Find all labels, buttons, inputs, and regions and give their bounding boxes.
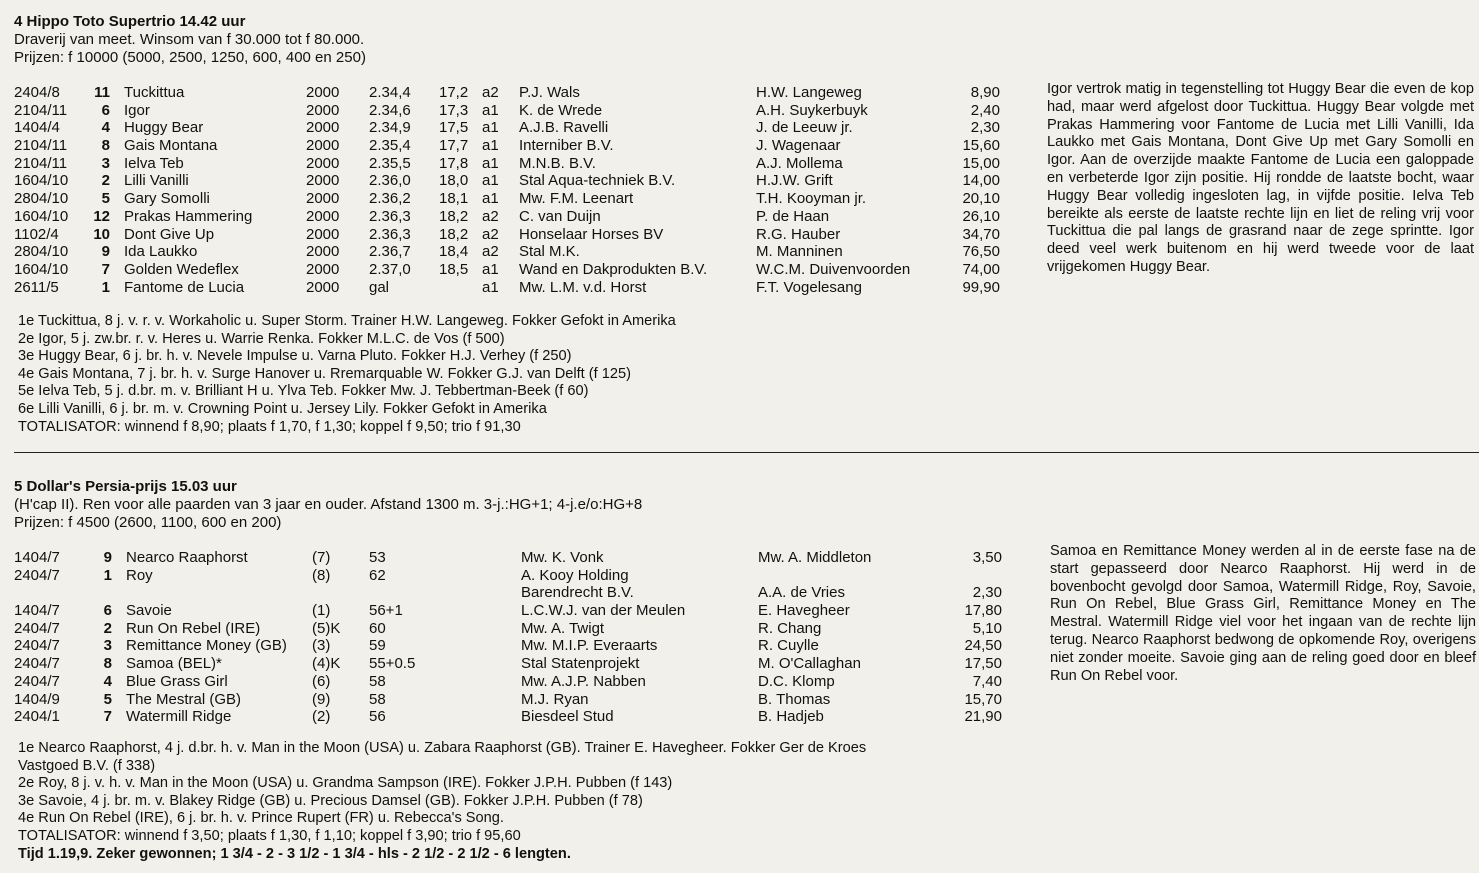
cell-horse: Gais Montana	[124, 137, 218, 155]
cell-date: 1404/9	[14, 690, 60, 708]
cell-horse: Ida Laukko	[124, 243, 198, 261]
cell-time: 2.36,7	[369, 243, 411, 261]
cell-odds: 17,80	[964, 602, 1002, 620]
cell-num: 1	[103, 566, 112, 584]
cell-odds: 74,00	[962, 260, 1000, 278]
cell-num: 8	[103, 655, 112, 673]
cell-num: 12	[93, 207, 110, 225]
placing-line: 4e Gais Montana, 7 j. br. h. v. Surge Hanover u. Rremarquable W. Fokker G.J. van Delft (f 125)	[18, 365, 631, 382]
cell-horse: Huggy Bear	[124, 119, 204, 137]
cell-date: 1404/7	[14, 549, 60, 566]
cell-draw: (1)	[312, 602, 331, 620]
cell-red: 18,5	[439, 260, 469, 278]
cell-red: 18,0	[439, 172, 469, 190]
cell-date: 2404/7	[14, 619, 60, 637]
race-5-prizes: Prijzen: f 4500 (2600, 1100, 600 en 200)	[14, 513, 282, 531]
cell-owner: M.N.B. B.V.	[519, 154, 596, 172]
cell-code: a1	[482, 278, 499, 296]
cell-weight: 56+1	[369, 602, 403, 620]
cell-trainer: R. Chang	[758, 619, 822, 637]
cell-horse: Igor	[124, 101, 150, 119]
cell-trainer: R. Cuylle	[758, 637, 819, 655]
cell-dist: 2000	[306, 84, 340, 101]
cell-date: 2804/10	[14, 243, 69, 261]
cell-red: 18,2	[439, 207, 469, 225]
cell-num: 1	[101, 278, 110, 296]
cell-horse: Gary Somolli	[124, 190, 210, 208]
cell-owner: P.J. Wals	[519, 84, 580, 101]
placing-line: Vastgoed B.V. (f 338)	[18, 757, 156, 774]
cell-horse: The Mestral (GB)	[126, 690, 242, 708]
cell-time: 2.36,3	[369, 207, 411, 225]
cell-horse: Ielva Teb	[124, 154, 184, 172]
placing-line: 1e Tuckittua, 8 j. v. r. v. Workaholic u. Super Storm. Trainer H.W. Langeweg. Fokker Gefokt in Amerika	[18, 313, 676, 329]
race-5-conditions: (H'cap II). Ren voor alle paarden van 3 jaar en ouder. Afstand 1300 m. 3-j.:HG+1; 4-j.e/o:HG+8	[14, 496, 643, 513]
cell-dist: 2000	[306, 260, 340, 278]
race-5-placings	[18, 740, 866, 863]
cell-odds: 20,10	[962, 190, 1000, 208]
cell-owner: Stal M.K.	[519, 243, 580, 261]
cell-trainer: E. Havegheer	[758, 602, 850, 620]
placing-line: TOTALISATOR: winnend f 3,50; plaats f 1,30, f 1,10; koppel f 3,90; trio f 95,60	[18, 827, 521, 844]
cell-num: 9	[101, 243, 110, 261]
cell-date: 2404/7	[14, 566, 60, 584]
placing-line: 2e Igor, 5 j. zw.br. r. v. Heres u. Warrie Renka. Fokker M.L.C. de Vos (f 500)	[18, 330, 505, 347]
cell-code: a1	[482, 190, 499, 208]
cell-num: 6	[101, 101, 110, 119]
cell-red: 17,8	[439, 154, 469, 172]
cell-horse: Watermill Ridge	[126, 708, 232, 726]
cell-horse: Fantome de Lucia	[124, 278, 245, 296]
cell-dist: 2000	[306, 137, 340, 155]
cell-trainer: T.H. Kooyman jr.	[756, 190, 867, 208]
cell-owner: A. Kooy Holding	[521, 566, 629, 584]
cell-date: 1102/4	[14, 225, 59, 243]
cell-code: a1	[482, 119, 499, 137]
table-row	[14, 279, 1479, 297]
cell-num: 5	[101, 190, 110, 208]
race-4-title: 4 Hippo Toto Supertrio 14.42 uur	[14, 13, 246, 30]
cell-dist: 2000	[306, 172, 340, 190]
cell-owner: Mw. M.I.P. Everaarts	[521, 637, 658, 655]
cell-draw: (6)	[312, 672, 331, 690]
cell-odds: 5,10	[972, 619, 1002, 637]
cell-code: a2	[482, 207, 499, 225]
cell-date: 1604/10	[14, 207, 69, 225]
race-5-title: 5 Dollar's Persia-prijs 15.03 uur	[14, 478, 237, 495]
cell-date: 1604/10	[14, 172, 69, 190]
cell-dist: 2000	[306, 101, 340, 119]
cell-num: 2	[103, 619, 112, 637]
cell-time: 2.37,0	[369, 260, 411, 278]
cell-num: 4	[103, 672, 112, 690]
cell-horse: Run On Rebel (IRE)	[126, 619, 261, 637]
cell-horse: Nearco Raaphorst	[126, 549, 248, 566]
cell-code: a1	[482, 260, 499, 278]
cell-horse: Samoa (BEL)*	[126, 655, 222, 673]
cell-date: 2611/5	[14, 278, 59, 296]
cell-num: 10	[93, 225, 110, 243]
cell-owner: M.J. Ryan	[521, 690, 589, 708]
cell-owner: Barendrecht B.V.	[521, 584, 634, 602]
cell-weight: 62	[369, 566, 386, 584]
cell-owner: Stal Aqua-techniek B.V.	[519, 172, 676, 190]
placing-line: 6e Lilli Vanilli, 6 j. br. m. v. Crowning Point u. Jersey Lily. Fokker Gefokt in Amerika	[18, 400, 547, 417]
cell-trainer: A.A. de Vries	[758, 584, 845, 602]
cell-code: a1	[482, 172, 499, 190]
cell-red: 18,2	[439, 225, 469, 243]
cell-trainer: Mw. A. Middleton	[758, 549, 872, 566]
cell-num: 5	[103, 690, 112, 708]
cell-trainer: R.G. Hauber	[756, 225, 841, 243]
cell-weight: 60	[369, 619, 386, 637]
cell-red: 17,5	[439, 119, 469, 137]
cell-trainer: M. Manninen	[756, 243, 843, 261]
cell-draw: (8)	[312, 566, 331, 584]
cell-owner: Stal Statenprojekt	[521, 655, 640, 673]
race-time-margins: Tijd 1.19,9. Zeker gewonnen; 1 3/4 - 2 - 3 1/2 - 1 3/4 - hls - 2 1/2 - 2 1/2 - 6 lengten.	[18, 845, 571, 862]
cell-trainer: B. Hadjeb	[758, 708, 824, 726]
cell-odds: 15,60	[962, 137, 1000, 155]
cell-draw: (5)K	[312, 619, 341, 637]
cell-date: 1404/4	[14, 119, 60, 137]
cell-time: 2.34,4	[369, 84, 411, 101]
cell-time: 2.36,2	[369, 190, 411, 208]
table-row	[14, 691, 1479, 709]
cell-owner: Mw. K. Vonk	[521, 549, 604, 566]
placing-line: 3e Savoie, 4 j. br. m. v. Blakey Ridge (GB) u. Precious Damsel (GB). Fokker J.P.H. Pubben (f 78)	[18, 792, 643, 809]
cell-trainer: B. Thomas	[758, 690, 831, 708]
cell-trainer: W.C.M. Duivenvoorden	[756, 260, 911, 278]
cell-trainer: M. O'Callaghan	[758, 655, 861, 673]
cell-owner: Biesdeel Stud	[521, 708, 614, 726]
cell-odds: 76,50	[962, 243, 1000, 261]
cell-num: 8	[101, 137, 110, 155]
cell-time: 2.35,5	[369, 154, 411, 172]
cell-horse: Golden Wedeflex	[124, 260, 239, 278]
placing-line: 3e Huggy Bear, 6 j. br. h. v. Nevele Impulse u. Varna Pluto. Fokker H.J. Verhey (f 250)	[18, 348, 572, 365]
cell-owner: C. van Duijn	[519, 207, 601, 225]
cell-num: 2	[101, 172, 110, 190]
cell-dist: 2000	[306, 207, 340, 225]
race-4-report: Igor vertrok matig in tegenstelling tot Huggy Bear die even de kop had, maar werd afgelost door Tuckittua. Huggy Bear volgde met Prakas Hammering voor Fantome de Lucia met Lilli Vanilli, Ida Laukko met Gais Montana, Dont Give Up met Gary Somolli en Igor. Aan de overzijde maakte Fantome de Lucia een galoppade en verbeterde Igor zijn positie. Hij rondde de laatste bocht, waar Huggy Bear volledig ingesloten lag, in vijfde positie. Ielva Teb bereikte als eerste de laatste rechte lijn en liet de reling vrij voor Tuckittua die pal langs de grasrand naar de zege sprintte. Igor deed veel werk buitenom en hij werd tweede voor de laat vrijgekomen Huggy Bear.	[1047, 81, 1474, 275]
table-row	[14, 708, 1479, 726]
cell-date: 2804/10	[14, 190, 69, 208]
race-4-prizes: Prijzen: f 10000 (5000, 2500, 1250, 600, 400 en 250)	[14, 48, 366, 66]
cell-owner: Mw. A. Twigt	[521, 619, 605, 637]
cell-date: 1604/10	[14, 260, 69, 278]
cell-date: 2404/7	[14, 672, 60, 690]
cell-trainer: P. de Haan	[756, 207, 830, 225]
cell-red: 17,7	[439, 137, 469, 155]
cell-red: 17,2	[439, 84, 469, 101]
cell-odds: 15,70	[964, 690, 1002, 708]
cell-code: a2	[482, 243, 499, 261]
cell-trainer: A.H. Suykerbuyk	[756, 101, 868, 119]
cell-odds: 2,40	[970, 101, 1000, 119]
cell-odds: 14,00	[962, 172, 1000, 190]
race-5-report: Samoa en Remittance Money werden al in de eerste fase na de start gepasseerd door Nearco Raaphorst. Hij werd in de bovenbocht gevolgd door Samoa, Watermill Ridge, Roy, Savoie, Run On Rebel, Blue Grass Girl, Remittance Money en The Mestral. Watermill Ridge viel voor het ingaan van de rechte lijn terug. Nearco Raaphorst bedwong de opkomende Roy, overigens niet zonder moeite. Savoie ging aan de reling goed door en bleef Run On Rebel voor.	[1050, 543, 1476, 684]
cell-num: 7	[101, 260, 110, 278]
cell-time: 2.36,3	[369, 225, 411, 243]
cell-dist: 2000	[306, 225, 340, 243]
cell-draw: (9)	[312, 690, 331, 708]
placing-line: 4e Run On Rebel (IRE), 6 j. br. h. v. Prince Rupert (FR) u. Rebecca's Song.	[18, 810, 504, 827]
cell-date: 2404/8	[14, 84, 60, 101]
cell-num: 3	[103, 637, 112, 655]
cell-odds: 17,50	[964, 655, 1002, 673]
cell-code: a1	[482, 137, 499, 155]
cell-num: 7	[103, 708, 112, 726]
cell-owner: Mw. A.J.P. Nabben	[521, 672, 646, 690]
cell-owner: Interniber B.V.	[519, 137, 614, 155]
cell-red: 18,1	[439, 190, 469, 208]
cell-num: 4	[101, 119, 110, 137]
cell-draw: (4)K	[312, 655, 341, 673]
cell-odds: 15,00	[962, 154, 1000, 172]
cell-time: 2.34,6	[369, 101, 411, 119]
cell-date: 2404/7	[14, 655, 60, 673]
cell-date: 1404/7	[14, 602, 60, 620]
cell-horse: Savoie	[126, 602, 172, 620]
cell-num: 3	[101, 154, 110, 172]
cell-date: 2404/7	[14, 637, 60, 655]
cell-time: 2.35,4	[369, 137, 411, 155]
cell-red: 18,4	[439, 243, 469, 261]
section-divider	[14, 452, 1479, 453]
race-4-conditions: Draverij van meet. Winsom van f 30.000 tot f 80.000.	[14, 31, 365, 48]
cell-date: 2104/11	[14, 154, 68, 172]
race-4-placings	[18, 313, 676, 436]
cell-owner: Mw. F.M. Leenart	[519, 190, 634, 208]
placing-line: 5e Ielva Teb, 5 j. d.br. m. v. Brilliant H u. Ylva Teb. Fokker Mw. J. Tebbertman-Beek (f 60)	[18, 383, 589, 400]
cell-odds: 3,50	[972, 549, 1002, 566]
cell-weight: 53	[369, 549, 386, 566]
cell-dist: 2000	[306, 278, 340, 296]
cell-code: a1	[482, 101, 499, 119]
cell-weight: 55+0.5	[369, 655, 416, 673]
cell-time: gal	[369, 278, 390, 296]
cell-trainer: H.J.W. Grift	[756, 172, 833, 190]
cell-horse: Prakas Hammering	[124, 207, 253, 225]
cell-trainer: D.C. Klomp	[758, 672, 835, 690]
cell-time: 2.34,9	[369, 119, 411, 137]
cell-draw: (7)	[312, 549, 331, 566]
cell-odds: 2,30	[972, 584, 1002, 602]
cell-dist: 2000	[306, 154, 340, 172]
cell-date: 2104/11	[14, 101, 68, 119]
cell-code: a2	[482, 84, 499, 101]
cell-odds: 2,30	[970, 119, 1000, 137]
cell-trainer: H.W. Langeweg	[756, 84, 862, 101]
cell-owner: Wand en Dakprodukten B.V.	[519, 260, 708, 278]
cell-owner: L.C.W.J. van der Meulen	[521, 602, 686, 620]
cell-odds: 99,90	[962, 278, 1000, 296]
cell-time: 2.36,0	[369, 172, 411, 190]
cell-dist: 2000	[306, 119, 340, 137]
cell-owner: A.J.B. Ravelli	[519, 119, 609, 137]
cell-horse: Blue Grass Girl	[126, 672, 228, 690]
cell-num: 11	[94, 84, 110, 101]
cell-weight: 59	[369, 637, 386, 655]
cell-weight: 56	[369, 708, 386, 726]
cell-horse: Lilli Vanilli	[124, 172, 189, 190]
cell-owner: Honselaar Horses BV	[519, 225, 664, 243]
cell-code: a1	[482, 154, 499, 172]
cell-weight: 58	[369, 690, 386, 708]
cell-horse: Roy	[126, 566, 153, 584]
cell-trainer: F.T. Vogelesang	[756, 278, 862, 296]
cell-red: 17,3	[439, 101, 469, 119]
cell-dist: 2000	[306, 190, 340, 208]
cell-dist: 2000	[306, 243, 340, 261]
cell-horse: Remittance Money (GB)	[126, 637, 287, 655]
cell-odds: 21,90	[964, 708, 1002, 726]
cell-code: a2	[482, 225, 499, 243]
placing-line: TOTALISATOR: winnend f 8,90; plaats f 1,70, f 1,30; koppel f 9,50; trio f 91,30	[18, 418, 521, 435]
cell-odds: 7,40	[972, 672, 1002, 690]
cell-weight: 58	[369, 672, 386, 690]
cell-num: 6	[103, 602, 112, 620]
cell-owner: Mw. L.M. v.d. Horst	[519, 278, 647, 296]
cell-trainer: J. de Leeuw jr.	[756, 119, 853, 137]
cell-odds: 24,50	[964, 637, 1002, 655]
cell-horse: Dont Give Up	[124, 225, 215, 243]
cell-odds: 8,90	[970, 84, 1000, 101]
placing-line: 1e Nearco Raaphorst, 4 j. d.br. h. v. Man in the Moon (USA) u. Zabara Raaphorst (GB). Trainer E. Havegheer. Fokker Ger de Kroes	[18, 740, 867, 756]
cell-odds: 26,10	[962, 207, 1000, 225]
cell-date: 2104/11	[14, 137, 68, 155]
cell-trainer: J. Wagenaar	[756, 137, 841, 155]
cell-draw: (3)	[312, 637, 331, 655]
cell-draw: (2)	[312, 708, 331, 726]
placing-line: 2e Roy, 8 j. v. h. v. Man in the Moon (USA) u. Grandma Sampson (IRE). Fokker J.P.H. Pubben (f 143)	[18, 775, 673, 792]
cell-num: 9	[103, 549, 112, 566]
cell-odds: 34,70	[962, 225, 1000, 243]
cell-trainer: A.J. Mollema	[756, 154, 843, 172]
cell-horse: Tuckittua	[124, 84, 185, 101]
cell-owner: K. de Wrede	[519, 101, 603, 119]
cell-date: 2404/1	[14, 708, 60, 726]
